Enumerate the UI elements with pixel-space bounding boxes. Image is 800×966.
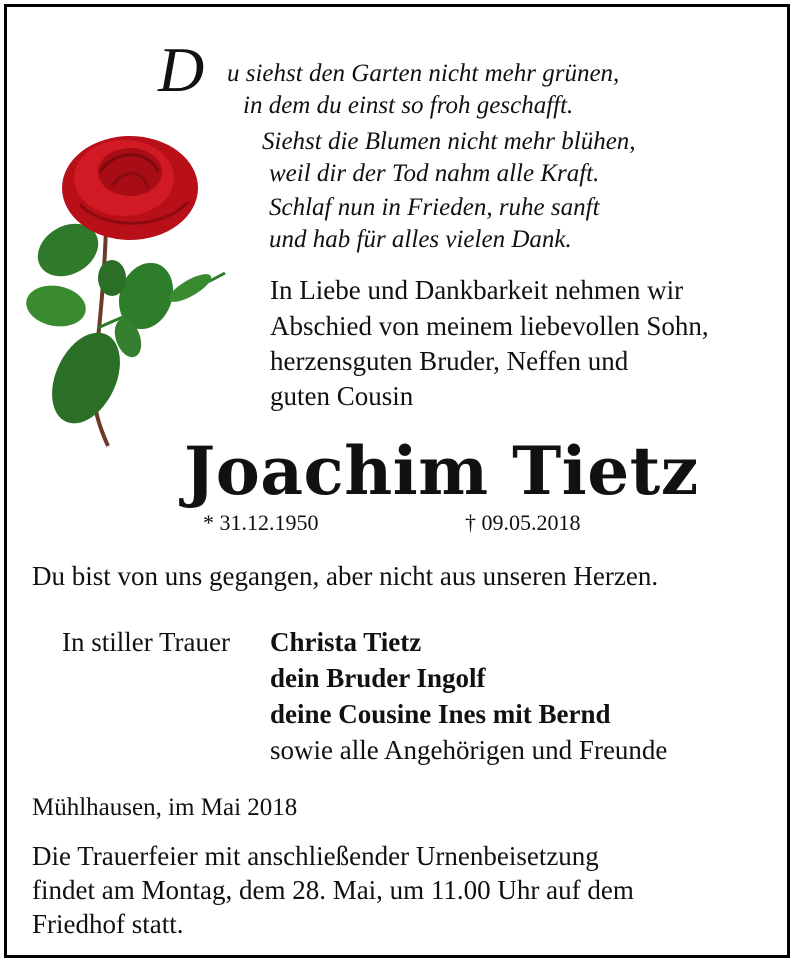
ceremony-line: Die Trauerfeier mit anschließender Urnenbeisetzung [32,841,599,871]
intro-line: guten Cousin [270,381,414,411]
intro-line: In Liebe und Dankbarkeit nehmen wir [270,275,684,305]
poem-line: weil dir der Tod nahm alle Kraft. [269,160,600,187]
mourner-name: deine Cousine Ines mit Bernd [270,699,611,729]
death-date [465,510,581,536]
mourner-name: Christa Tietz [270,627,422,657]
ceremony-line: Friedhof statt. [32,909,184,939]
poem-dropcap: D [158,34,205,105]
poem-line: u siehst den Garten nicht mehr grünen, [227,60,620,87]
poem-line: Siehst die Blumen nicht mehr blühen, [262,128,636,155]
ceremony-line: findet am Montag, dem 28. Mai, um 11.00 Uhr auf dem [32,875,634,905]
mourners-label: In stiller Trauer [62,627,230,657]
poem-line: Schlaf nun in Frieden, ruhe sanft [269,194,600,221]
intro-line: Abschied von meinem liebevollen Sohn, [270,311,709,341]
tagline: Du bist von uns gegangen, aber nicht aus unseren Herzen. [32,561,659,591]
birth-date [203,510,319,536]
death-symbol: † [465,510,476,535]
mourners-others: sowie alle Angehörigen und Freunde [270,735,668,765]
deceased-name: Joachim Tietz [184,432,699,510]
place-date: Mühlhausen, im Mai 2018 [32,794,298,821]
birth-symbol: * [203,510,214,535]
poem-line: und hab für alles vielen Dank. [269,226,572,253]
birth-date-value: 31.12.1950 [219,510,319,535]
mourner-name: dein Bruder Ingolf [270,663,486,693]
intro-line: herzensguten Bruder, Neffen und [270,346,629,376]
death-date-value: 09.05.2018 [481,510,581,535]
rose-illustration [20,128,240,448]
poem-line: in dem du einst so froh geschafft. [243,92,574,119]
